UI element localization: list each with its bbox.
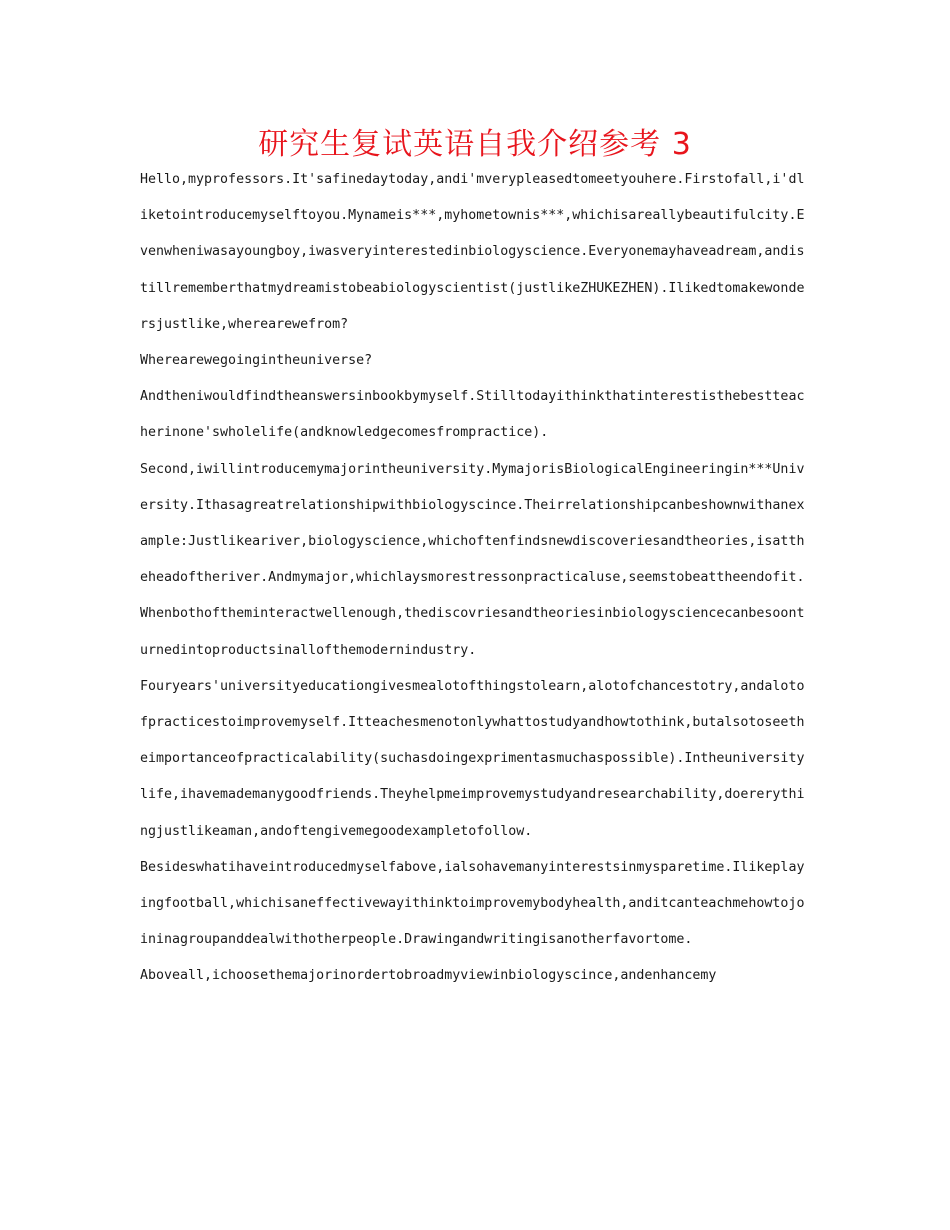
paragraph-university-education: Fouryears'universityeducationgivesmealotofthingstolearn,alotofchancestotry,andalotofpracticestoimprovemyself.Itteachesmenotonlywhattostudyandhowtothink,butalsotoseetheimportanceofpracticalability(suchasdoingexprimentasmuchaspossible).Intheuniversitylife,ihavemademanygoodfriends.Theyhelpmeimprovemystudyandresearchability,doererythingjustlikeaman,andoftengivemegoodexampletofollow. <box>140 678 805 839</box>
paragraph-question: Wherearewegoingintheuniverse? <box>140 353 373 369</box>
paragraph-major: Second,iwillintroducemymajorintheuniversity.MymajorisBiologicalEngineeringin***University.Ithasagreatrelationshipwithbiologyscince.Theirrelationshipcanbeshownwithanexample:Justlikeariver,biologyscience,whichoftenfindsnewdiscoveriesandtheories,isattheheadoftheriver.Andmymajor,whichlaysmorestressonpracticaluse,seemstobeattheendofit.Whenbothoftheminteractwellenough,thediscovriesandtheoriesinbiologysciencecanbesoonturnedintoproductsinallofthemodernindustry. <box>140 461 805 658</box>
paragraph-conclusion: Aboveall,ichoosethemajorinordertobroadmyviewinbiologyscince,andenhancemy <box>140 968 717 984</box>
document-title: 研究生复试英语自我介绍参考 3 <box>258 127 692 162</box>
paragraph-hobbies: Besideswhatihaveintroducedmyselfabove,ialsohavemanyinterestsinmysparetime.Ilikeplayingfootball,whichisaneffectivewayithinktoimprovemybodyhealth,anditcanteachmehowtojoininagroupanddealwithotherpeople.Drawingandwritingisanotherfavortome. <box>140 859 805 948</box>
document-body <box>140 162 812 995</box>
paragraph-interest: Andtheniwouldfindtheanswersinbookbymyself.Stilltodayithinkthatinterestisthebestteacherinone'swholelife(andknowledgecomesfrompractice). <box>140 389 805 441</box>
paragraph-greeting: Hello,myprofessors.It'safinedaytoday,andi'mverypleasedtomeetyouhere.Firstofall,i'dliketointroducemyselftoyou.Mynameis***,myhometownis***,whichisareallybeautifulcity.Evenwheniwasayoungboy,iwasveryinterestedinbiologyscience.Everyonemayhaveadream,andistillrememberthatmydreamistobeabiologyscientist(justlikeZHUKEZHEN).Ilikedtomakewondersjustlike,wherearewefrom? <box>140 172 805 332</box>
